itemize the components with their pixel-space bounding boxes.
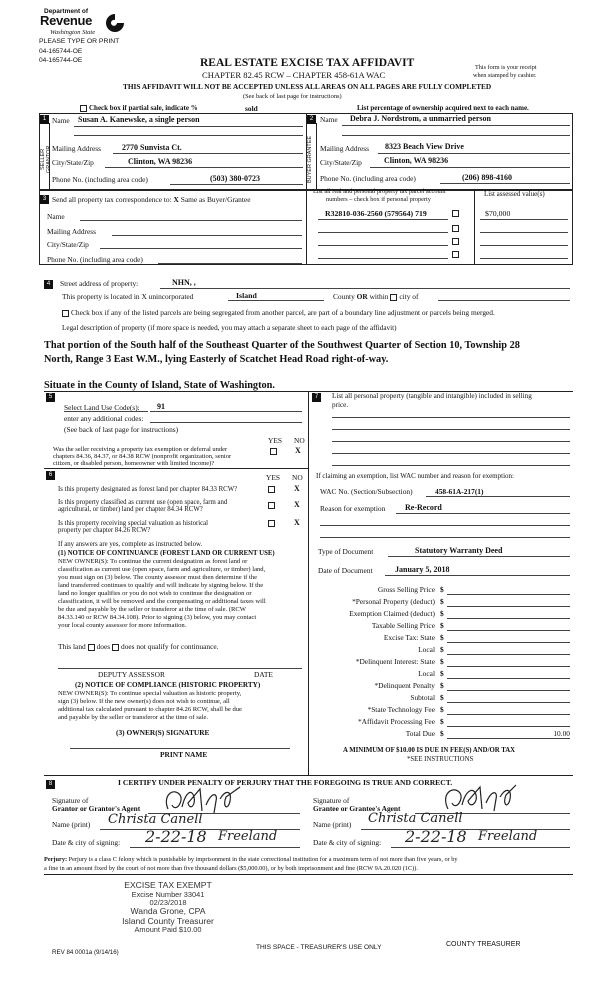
parcel-line-1 bbox=[318, 219, 448, 220]
cont-line: classification as current use (open space, farm and agriculture, or timber) land, bbox=[58, 566, 266, 573]
partial-sold: sold bbox=[245, 104, 258, 113]
seller-name-line2 bbox=[74, 135, 303, 136]
sec3-city-line bbox=[100, 248, 302, 249]
sec6-q1-no[interactable]: X bbox=[294, 484, 300, 493]
pp-line-3 bbox=[332, 441, 570, 442]
hist-line: sign (3) below. If the new owner(s) does not wish to continue, all bbox=[58, 698, 230, 705]
section-5-number: 5 bbox=[46, 393, 55, 402]
sec6-q3-yes[interactable] bbox=[268, 520, 275, 527]
not-qualify-label: does not qualify for continuance. bbox=[121, 642, 219, 651]
fee-line bbox=[447, 594, 570, 595]
cont-line: NEW OWNER(S): To continue the current designation as forest land or bbox=[58, 558, 248, 565]
sec6-q2-yes[interactable] bbox=[268, 502, 275, 509]
additional-line bbox=[150, 422, 302, 423]
parcel-head-1: List all real and personal property tax parcel account bbox=[313, 188, 446, 195]
seller-city-label: City/State/Zip bbox=[52, 158, 94, 167]
within-label: within bbox=[369, 292, 389, 301]
parcel-checkbox-4[interactable] bbox=[452, 251, 459, 258]
cont-line: land transferred continues to qualify and will indicate by signing below. If the bbox=[58, 582, 264, 589]
assessed-line-3 bbox=[480, 245, 568, 246]
rev-number: REV 84 0001a (9/14/16) bbox=[52, 949, 119, 956]
sec6-yes-head: YES bbox=[266, 473, 280, 482]
fee-label: Excise Tax: State bbox=[383, 633, 435, 642]
perjury-text-1: Perjury is a class C felony which is punishable by imprisonment in the state correctional institution for a maximum term of not more than five years, or by bbox=[68, 856, 458, 863]
segregated-label: Check box if any of the listed parcels are being segregated from another parcel, are part of a boundary line adjustment or parcels being merged. bbox=[71, 308, 495, 317]
county-name[interactable]: Island bbox=[236, 291, 257, 300]
perjury-label: Perjury: bbox=[44, 856, 68, 863]
legal-situate: Situate in the County of Island, State of Washington. bbox=[44, 380, 275, 391]
cont-line: be due and payable by the seller or transferor at the time of sale. (RCW bbox=[58, 606, 247, 613]
fee-currency: $ bbox=[440, 621, 444, 630]
logo-dept-line1: Department of bbox=[44, 8, 89, 15]
seller-mail-line bbox=[113, 153, 303, 154]
buyer-sign-city[interactable]: Freeland bbox=[478, 829, 538, 844]
buyer-name-line bbox=[342, 125, 570, 126]
does-checkbox[interactable] bbox=[88, 644, 95, 651]
doc-num-2: 04-165744-OE bbox=[39, 57, 83, 64]
buyer-mail-label: Mailing Address bbox=[320, 144, 370, 153]
seller-mail[interactable]: 2770 Sunvista Ct. bbox=[122, 143, 182, 152]
fee-label: *Personal Property (deduct) bbox=[352, 597, 435, 606]
does-not-checkbox[interactable] bbox=[112, 644, 119, 651]
seller-phone-line bbox=[170, 184, 303, 185]
seller-sign-date[interactable]: 2-22-18 bbox=[145, 827, 207, 846]
additional-codes: enter any additional codes: bbox=[64, 414, 144, 423]
fee-line bbox=[447, 654, 570, 655]
seller-print-name[interactable]: Christa Canell bbox=[108, 812, 203, 827]
stamp-line-5: Island County Treasurer bbox=[122, 915, 214, 926]
section-7-number: 7 bbox=[312, 393, 321, 402]
buyer-city-line bbox=[370, 167, 570, 168]
buyer-mail-line bbox=[378, 153, 570, 154]
reason[interactable]: Re-Record bbox=[405, 503, 442, 512]
buyer-name-label: Name bbox=[320, 115, 338, 124]
parcel-head-2: numbers – check box if personal property bbox=[326, 196, 431, 203]
fee-label: *Delinquent Penalty bbox=[374, 681, 435, 690]
hist-line: additional tax calculated pursuant to chapter 84.26 RCW, shall be due bbox=[58, 706, 242, 713]
fee-line bbox=[447, 642, 570, 643]
partial-sale bbox=[80, 105, 198, 113]
sec3-city-label: City/State/Zip bbox=[47, 240, 89, 249]
sec5-yes-head: YES bbox=[268, 436, 282, 445]
stamp-line-1: EXCISE TAX EXEMPT bbox=[124, 880, 212, 890]
buyer-side-label: BUYER GRANTEE bbox=[307, 135, 313, 183]
sec5-q1-yes[interactable] bbox=[270, 448, 277, 455]
perjury-bottom-rule bbox=[44, 874, 573, 875]
minimum-due: A MINIMUM OF $10.00 IS DUE IN FEE(S) AND/OR TAX bbox=[343, 747, 516, 754]
sec6-q3-line2: property per chapter 84.26 RCW? bbox=[58, 527, 151, 534]
pp-line-5 bbox=[332, 465, 570, 466]
fee-line bbox=[447, 606, 570, 607]
stamp-line-4: Wanda Grone, CPA bbox=[130, 906, 206, 917]
sec6-no-head: NO bbox=[292, 473, 303, 482]
sec5-no-head: NO bbox=[294, 436, 305, 445]
pp-line-1 bbox=[332, 417, 570, 418]
segregated-checkbox[interactable] bbox=[62, 310, 69, 317]
fee-currency: $ bbox=[440, 669, 444, 678]
cont-line: land no longer qualifies or you do not wish to continue the designation or bbox=[58, 590, 252, 597]
fee-label: Gross Selling Price bbox=[377, 585, 435, 594]
buyer-city-label: City/State/Zip bbox=[320, 158, 362, 167]
parcel-number[interactable]: R32810-036-2560 (579564) 719 bbox=[325, 209, 427, 218]
located-in bbox=[62, 293, 193, 301]
sec3-phone-label: Phone No. (including area code) bbox=[47, 255, 143, 264]
county-treasurer: COUNTY TREASURER bbox=[446, 941, 521, 948]
fee-label-total: Total Due bbox=[405, 729, 435, 738]
fee-label: Exemption Claimed (deduct) bbox=[349, 609, 435, 618]
sec6-q3-no[interactable]: X bbox=[294, 518, 300, 527]
city-of-label: city of bbox=[399, 292, 419, 301]
segregated bbox=[62, 309, 495, 317]
buyer-sig-label: Signature of bbox=[313, 796, 350, 805]
continuance-title: (1) NOTICE OF CONTINUANCE (FOREST LAND OR CURRENT USE) bbox=[58, 550, 275, 557]
see-instructions: *SEE INSTRUCTIONS bbox=[407, 756, 474, 763]
please-type: PLEASE TYPE OR PRINT bbox=[39, 38, 120, 45]
fee-currency: $ bbox=[440, 609, 444, 618]
form-warning: THIS AFFIDAVIT WILL NOT BE ACCEPTED UNLESS ALL AREAS ON ALL PAGES ARE FULLY COMPLETED bbox=[123, 82, 492, 91]
fee-line bbox=[447, 690, 570, 691]
or-label: OR bbox=[356, 292, 368, 301]
stamp-line-2: Excise Number 33041 bbox=[131, 889, 205, 899]
assessor-sign-line bbox=[58, 668, 302, 669]
buyer-side-rule bbox=[316, 123, 317, 190]
fee-label: Taxable Selling Price bbox=[371, 621, 435, 630]
buyer-sign-date[interactable]: 2-22-18 bbox=[405, 827, 467, 846]
treasurer-space: THIS SPACE - TREASURER'S USE ONLY bbox=[256, 944, 382, 951]
fee-line bbox=[447, 702, 570, 703]
sec3-mail-line bbox=[112, 235, 302, 236]
send-correspondence bbox=[52, 196, 251, 204]
pp-line-4 bbox=[332, 453, 570, 454]
sec3-mail-label: Mailing Address bbox=[47, 227, 97, 236]
buyer-name-line2 bbox=[342, 135, 570, 136]
buyer-city[interactable]: Clinton, WA 98236 bbox=[384, 156, 449, 165]
sec7-label-2: price. bbox=[332, 401, 349, 409]
sec6-q3-line1: Is this property receiving special valuation as historical bbox=[58, 520, 209, 527]
county-line bbox=[228, 300, 324, 301]
stamp-line-6: Amount Paid $10.00 bbox=[134, 925, 202, 935]
seller-city-line bbox=[105, 167, 303, 168]
reason-line-2 bbox=[320, 525, 570, 526]
seller-mail-label: Mailing Address bbox=[52, 144, 102, 153]
fee-label: Subtotal bbox=[410, 693, 435, 702]
historic-title: (2) NOTICE OF COMPLIANCE (HISTORIC PROPERTY) bbox=[75, 681, 261, 689]
does-label: does bbox=[96, 642, 111, 651]
street-label: Street address of property: bbox=[60, 279, 139, 288]
buyer-name-print-label: Name (print) bbox=[313, 820, 352, 829]
print-name-line bbox=[70, 748, 290, 749]
sec5-7-divider bbox=[308, 391, 309, 775]
sec5-q1-line3: citizen, or disabled person, homeowner with limited income)? bbox=[53, 460, 215, 467]
doc-date-line bbox=[385, 575, 570, 576]
fee-label: *State Technology Fee bbox=[367, 705, 435, 714]
section-3-divider bbox=[306, 190, 307, 265]
reason-label: Reason for exemption bbox=[320, 504, 386, 513]
fee-line-total bbox=[447, 738, 570, 739]
fee-label: Local bbox=[418, 645, 435, 654]
doc-date[interactable]: January 5, 2018 bbox=[395, 565, 450, 574]
reason-line bbox=[396, 513, 570, 514]
fee-line bbox=[447, 714, 570, 715]
parcel-checkbox-2[interactable] bbox=[452, 225, 459, 232]
sec6-q2-line2: agricultural, or timber) land per chapter 84.34 RCW? bbox=[58, 506, 203, 513]
seller-sign-city[interactable]: Freeland bbox=[218, 829, 278, 844]
buyer-name[interactable]: Debra J. Nordstrom, a unmarried person bbox=[350, 114, 491, 123]
assessed-line-1 bbox=[480, 219, 568, 220]
assessed-value[interactable]: $70,000 bbox=[485, 209, 511, 218]
fee-label: *Delinquent Interest: State bbox=[355, 657, 435, 666]
total-due[interactable]: 10.00 bbox=[553, 729, 570, 738]
grantee-label: Grantee or Grantee's Agent bbox=[313, 804, 401, 813]
fee-currency-total: $ bbox=[440, 729, 444, 738]
within-city-checkbox[interactable] bbox=[390, 294, 397, 301]
same-as-buyer-mark[interactable]: X bbox=[173, 195, 179, 204]
sec5-q1-no[interactable]: X bbox=[295, 446, 301, 455]
sec7-bottom-rule bbox=[44, 775, 573, 776]
hist-line: and payable by the seller or transferor at the time of sale. bbox=[58, 714, 209, 721]
buyer-phone[interactable]: (206) 898-4160 bbox=[462, 173, 512, 182]
seller-phone[interactable]: (503) 380-0723 bbox=[210, 174, 260, 183]
section-6-number: 6 bbox=[46, 471, 55, 480]
seller-sig-label: Signature of bbox=[52, 796, 89, 805]
seller-date-label: Date & city of signing: bbox=[52, 838, 121, 847]
sec6-top-rule bbox=[44, 468, 308, 469]
list-percentage: List percentage of ownership acquired next to each name. bbox=[357, 104, 529, 112]
fee-currency: $ bbox=[440, 705, 444, 714]
seller-name-line bbox=[74, 126, 303, 127]
reason-line-3 bbox=[320, 537, 570, 538]
sec5-see-back: (See back of last page for instructions) bbox=[64, 425, 179, 434]
sec5-q1-line2: chapters 84.36, 84.37, or 84.38 RCW (nonprofit organization, senior bbox=[53, 453, 232, 460]
assessed-divider bbox=[474, 190, 475, 265]
doc-num-1: 04-165744-OE bbox=[39, 48, 83, 55]
parcel-line-3 bbox=[318, 245, 448, 246]
fee-line bbox=[447, 666, 570, 667]
land-use-label-underline bbox=[64, 411, 148, 412]
partial-sale-label: Check box if partial sale, indicate % bbox=[89, 104, 198, 113]
sec5-q1-line1: Was the seller receiving a property tax exemption or deferral under bbox=[53, 446, 228, 453]
sec3-name-line bbox=[80, 220, 302, 221]
buyer-phone-label: Phone No. (including area code) bbox=[320, 174, 416, 183]
buyer-phone-line bbox=[440, 183, 570, 184]
section-4-number: 4 bbox=[44, 280, 53, 289]
this-land-label: This land bbox=[58, 642, 86, 651]
cont-line: 84.33.140 or RCW 84.34.108). Prior to signing (3) below, you may contact bbox=[58, 614, 257, 621]
fee-label: *Affidavit Processing Fee bbox=[357, 717, 435, 726]
receipt-line1: This form is your receipt bbox=[475, 64, 537, 71]
section-1-number: 1 bbox=[40, 115, 49, 124]
parcel-line-4 bbox=[318, 258, 448, 259]
seller-name-label: Name bbox=[52, 116, 70, 125]
fee-currency: $ bbox=[440, 657, 444, 666]
seller-side-label: SELLER GRANTOR bbox=[40, 145, 53, 173]
certify-statement: I CERTIFY UNDER PENALTY OF PERJURY THAT THE FOREGOING IS TRUE AND CORRECT. bbox=[118, 778, 453, 787]
street-address[interactable]: NHN, , bbox=[172, 278, 196, 287]
fee-currency: $ bbox=[440, 633, 444, 642]
legal-label: Legal description of property (if more space is needed, you may attach a separate sheet to each page of the affidavit) bbox=[62, 324, 397, 332]
fee-line bbox=[447, 630, 570, 631]
legal-line-1: That portion of the South half of the Southeast Quarter of the Southwest Quarter of Section 10, Township 28 bbox=[44, 340, 520, 351]
located-in-label: This property is located in bbox=[62, 292, 140, 301]
assessed-head: List assessed value(s) bbox=[484, 190, 545, 198]
print-name: PRINT NAME bbox=[160, 750, 208, 759]
if-yes: If any answers are yes, complete as instructed below. bbox=[58, 541, 203, 548]
fee-line bbox=[447, 618, 570, 619]
see-back: (See back of last page for instructions) bbox=[243, 93, 342, 100]
fee-line bbox=[447, 726, 570, 727]
perjury-line-1 bbox=[44, 856, 458, 863]
fee-label: Local bbox=[418, 669, 435, 678]
parcel-checkbox-3[interactable] bbox=[452, 238, 459, 245]
city-of-line bbox=[438, 300, 570, 301]
doc-type-line bbox=[388, 556, 570, 557]
unincorporated[interactable]: X unincorporated bbox=[141, 292, 194, 301]
partial-sale-checkbox[interactable] bbox=[80, 105, 87, 112]
land-use-line bbox=[150, 411, 302, 412]
owner-signature: (3) OWNER(S) SIGNATURE bbox=[116, 728, 210, 737]
seller-name[interactable]: Susan A. Kanewske, a single person bbox=[78, 115, 200, 124]
fee-line bbox=[447, 678, 570, 679]
form-title: REAL ESTATE EXCISE TAX AFFIDAVIT bbox=[200, 57, 415, 69]
wac-number[interactable]: 458-61A-217(1) bbox=[435, 487, 484, 496]
sec6-q2-line1: Is this property classified as current use (open space, farm and bbox=[58, 499, 228, 506]
parcel-line-2 bbox=[318, 232, 448, 233]
land-use-code[interactable]: 91 bbox=[157, 402, 165, 411]
section-2-number: 2 bbox=[307, 115, 316, 124]
section-8-number: 8 bbox=[46, 780, 55, 789]
buyer-date-line bbox=[391, 847, 570, 848]
sec6-q2-no[interactable]: X bbox=[294, 500, 300, 509]
fee-currency: $ bbox=[440, 585, 444, 594]
sec3-phone-line bbox=[158, 263, 302, 264]
send-correspondence-label: Send all property tax correspondence to: bbox=[52, 195, 172, 204]
street-line bbox=[160, 288, 570, 289]
this-land bbox=[58, 643, 219, 651]
land-use-label: Select Land Use Code(s): bbox=[64, 403, 140, 412]
dor-logo-mark-icon bbox=[104, 12, 126, 34]
deputy-assessor: DEPUTY ASSESSOR bbox=[98, 670, 165, 679]
assessor-date: DATE bbox=[254, 670, 273, 679]
seller-phone-label: Phone No. (including area code) bbox=[52, 175, 148, 184]
fee-currency: $ bbox=[440, 681, 444, 690]
county-or-within bbox=[333, 293, 418, 301]
stamp-line-3: 02/23/2018 bbox=[149, 897, 187, 907]
legal-line-2: North, Range 3 East W.M., lying Easterly of Scatchet Head Road right-of-way. bbox=[44, 354, 389, 365]
buyer-print-name[interactable]: Christa Canell bbox=[368, 811, 463, 826]
parcel-checkbox-1[interactable] bbox=[452, 210, 459, 217]
exempt-stamp bbox=[98, 881, 238, 935]
cont-line: your local county assessor for more information. bbox=[58, 622, 187, 629]
hist-line: NEW OWNER(S): To continue special valuation as historic property, bbox=[58, 690, 242, 697]
buyer-date-label: Date & city of signing: bbox=[313, 838, 382, 847]
cont-line: classification, it will be removed and the compensating or additional taxes will bbox=[58, 598, 266, 605]
doc-date-label: Date of Document bbox=[318, 566, 373, 575]
logo-dept-line2: Revenue bbox=[40, 13, 93, 28]
perjury-line-2: a fine in an amount fixed by the court of not more than five thousand dollars ($5,000.00), or by both imprisonment and fine (RCW 9A.20.020 (1C)). bbox=[44, 865, 418, 872]
receipt-line2: when stamped by cashier. bbox=[473, 72, 537, 79]
wac-line bbox=[426, 496, 570, 497]
wac-label: WAC No. (Section/Subsection) bbox=[320, 487, 413, 496]
pp-line-2 bbox=[332, 429, 570, 430]
seller-date-line bbox=[130, 847, 300, 848]
fee-currency: $ bbox=[440, 693, 444, 702]
sec3-name-label: Name bbox=[47, 212, 65, 221]
section-3-number: 3 bbox=[40, 195, 49, 204]
assessed-line-2 bbox=[480, 232, 568, 233]
seller-city[interactable]: Clinton, WA 98236 bbox=[128, 157, 193, 166]
fee-currency: $ bbox=[440, 645, 444, 654]
form-chapter: CHAPTER 82.45 RCW – CHAPTER 458-61A WAC bbox=[202, 70, 386, 80]
logo-dept-line3: Washington State bbox=[50, 29, 96, 36]
assessed-line-4 bbox=[480, 258, 568, 259]
claim-exemption: If claiming an exemption, list WAC number and reason for exemption: bbox=[316, 472, 514, 480]
county-label: County bbox=[333, 292, 355, 301]
doc-type[interactable]: Statutory Warranty Deed bbox=[415, 546, 503, 555]
sec6-q1: Is this property designated as forest land per chapter 84.33 RCW? bbox=[58, 486, 238, 493]
sec7-label-1: List all personal property (tangible and intangible) included in selling bbox=[332, 392, 532, 400]
fee-currency: $ bbox=[440, 717, 444, 726]
cont-line: you must sign on (3) below. The county assessor must then determine if the bbox=[58, 574, 258, 581]
sec6-q1-yes[interactable] bbox=[268, 486, 275, 493]
grantor-label: Grantor or Grantor's Agent bbox=[52, 804, 141, 813]
seller-name-print-label: Name (print) bbox=[52, 820, 91, 829]
same-as-buyer-label: Same as Buyer/Grantee bbox=[180, 195, 251, 204]
buyer-mail[interactable]: 8323 Beach View Drive bbox=[385, 142, 464, 151]
doc-type-label: Type of Document bbox=[318, 547, 374, 556]
fee-currency: $ bbox=[440, 597, 444, 606]
